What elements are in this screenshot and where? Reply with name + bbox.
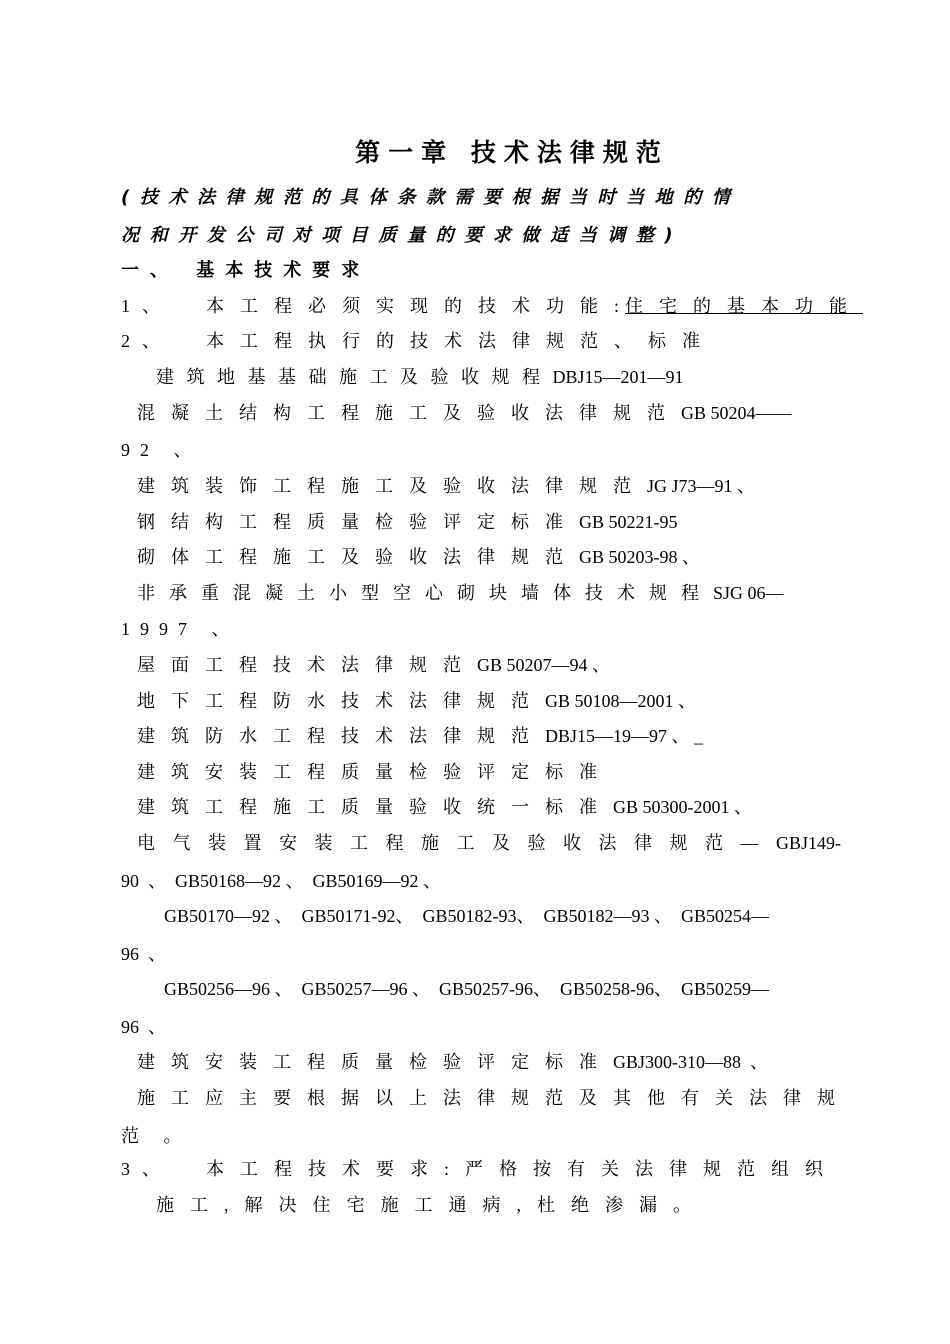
item-2 bbox=[121, 329, 843, 353]
item-1-value: 住宅的基本功能 bbox=[625, 296, 864, 316]
standard-line: 96 、 bbox=[121, 944, 166, 964]
standard-line: 建筑防水工程技术法律规范DBJ15—19—97 、 _ bbox=[137, 726, 704, 746]
standard-line: 钢结构工程质量检验评定标准GB 50221-95 bbox=[137, 512, 678, 532]
standard-line: 1997 、 bbox=[121, 619, 240, 639]
standard-line: 建筑装饰工程施工及验收法律规范JG J73—91 、 bbox=[137, 476, 756, 496]
item-1-label: 1、 bbox=[121, 296, 172, 316]
standard-line: 建筑安装工程质量检验评定标准 bbox=[137, 762, 613, 782]
standard-line: 屋面工程技术法律规范GB 50207—94 、 bbox=[137, 655, 611, 675]
item-1 bbox=[121, 294, 864, 318]
standard-line: 施工应主要根据以上法律规范及其他有关法律规 bbox=[137, 1088, 851, 1108]
note-line-1: (技术法律规范的具体条款需要根据当时当地的情 bbox=[121, 187, 741, 208]
item-2-text: 本工程执行的技术法律规范、标准 bbox=[206, 331, 716, 351]
item-1-colon: : bbox=[614, 296, 620, 316]
item-1-text: 本工程必须实现的技术功能 bbox=[206, 296, 614, 316]
standard-line: 非承重混凝土小型空心砌块墙体技术规程SJG 06— bbox=[137, 583, 784, 603]
standard-line: 96 、 bbox=[121, 1017, 166, 1037]
standard-line: 混凝土结构工程施工及验收法律规范GB 50204—— bbox=[137, 403, 792, 423]
standard-line: 电气装置安装工程施工及验收法律规范—GBJ149- bbox=[137, 833, 842, 853]
item-3-label: 3、 bbox=[121, 1159, 172, 1179]
standard-line: 90 、 GB50168—92 、 GB50169—92 、 bbox=[121, 871, 442, 891]
standard-line: 地下工程防水技术法律规范GB 50108—2001 、 bbox=[137, 691, 697, 711]
note-line-2: 况和开发公司对项目质量的要求做适当调整) bbox=[121, 225, 684, 246]
standard-line: 建筑安装工程质量检验评定标准GBJ300-310—88 、 bbox=[137, 1052, 769, 1072]
chapter-title: 第一章 技术法律规范 bbox=[355, 138, 669, 167]
item-3-continuation: 施工,解决住宅施工通病,杜绝渗漏。 bbox=[156, 1195, 707, 1215]
section-heading: 一、 基本技术要求 bbox=[121, 260, 371, 281]
standard-line: 范 。 bbox=[121, 1126, 192, 1146]
standard-line: GB50170—92 、 GB50171-92、 GB50182-93、 GB50182—93 、 GB50254— bbox=[164, 906, 770, 926]
item-3 bbox=[121, 1157, 843, 1181]
standard-line: 92 、 bbox=[121, 440, 202, 460]
item-2-label: 2、 bbox=[121, 331, 172, 351]
standard-line: GB50256—96 、 GB50257—96 、 GB50257-96、 GB50258-96、 GB50259— bbox=[164, 979, 770, 999]
standard-line: 砌体工程施工及验收法律规范GB 50203-98 、 bbox=[137, 547, 700, 567]
standard-line: 建筑地基基础施工及验收规程DBJ15—201—91 bbox=[156, 367, 684, 387]
item-3-text: 本工程技术要求:严格按有关法律规范组织 bbox=[206, 1159, 839, 1179]
standard-line: 建筑工程施工质量验收统一标准GB 50300-2001 、 bbox=[137, 797, 752, 817]
